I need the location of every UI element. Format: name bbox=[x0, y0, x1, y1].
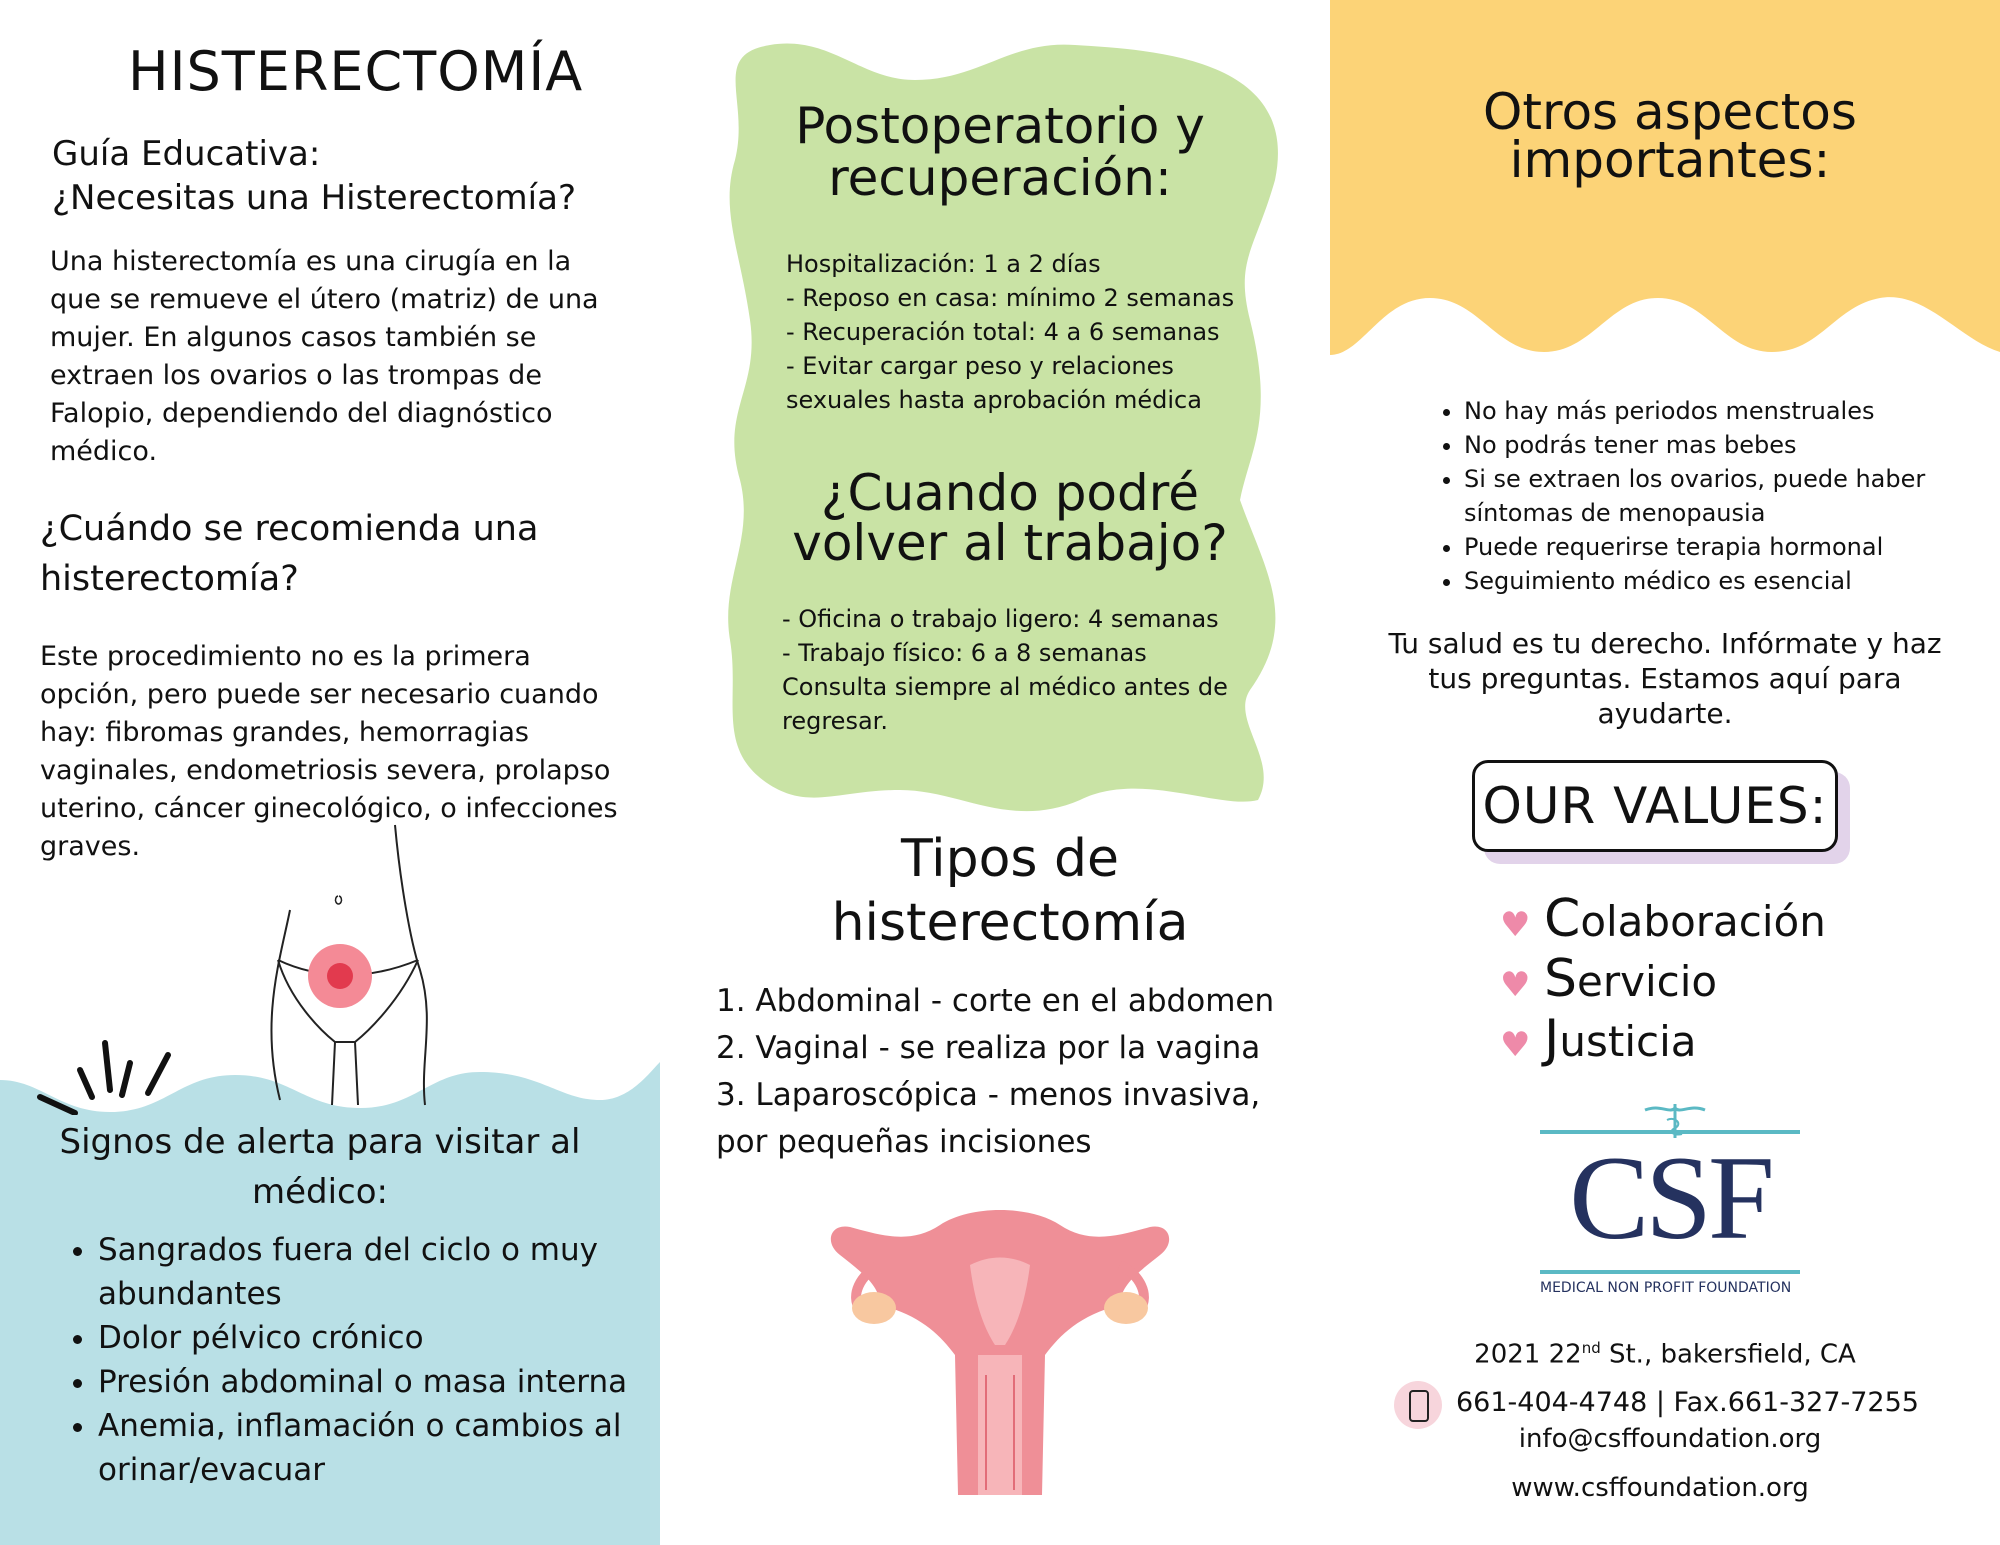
types-heading-line: Tipos de bbox=[900, 829, 1120, 889]
intro-line: extraen los ovarios o las trompas de bbox=[50, 360, 542, 391]
when-line: opción, pero puede ser necesario cuando bbox=[40, 679, 599, 710]
other-heading bbox=[1360, 83, 1980, 189]
values-title: OUR VALUES: bbox=[1482, 777, 1828, 835]
post-details bbox=[786, 247, 1256, 417]
alert-item: • Dolor pélvico crónico bbox=[98, 1316, 658, 1360]
when-line: uterino, cáncer ginecológico, o infecciones bbox=[40, 793, 618, 824]
intro-line: médico. bbox=[50, 436, 158, 467]
intro-line: Una histerectomía es una cirugía en la bbox=[50, 246, 572, 277]
value-item bbox=[1500, 949, 1860, 1012]
email-link[interactable]: info@csffoundation.org bbox=[1518, 1424, 1822, 1454]
post-line: Hospitalización: 1 a 2 días bbox=[786, 250, 1101, 278]
csf-logo bbox=[1540, 1100, 1800, 1300]
other-item: • Puede requerirse terapia hormonal bbox=[1464, 530, 1984, 564]
value-text: usticia bbox=[1559, 1017, 1697, 1066]
intro-line: Falopio, dependiendo del diagnóstico bbox=[50, 398, 553, 429]
other-item: • No hay más periodos menstruales bbox=[1464, 394, 1984, 428]
types-heading bbox=[760, 827, 1260, 955]
website-link[interactable]: www.csffoundation.org bbox=[1511, 1473, 1809, 1503]
other-heading-line: Otros aspectos bbox=[1483, 83, 1857, 141]
intro-line: mujer. En algunos casos también se bbox=[50, 322, 537, 353]
heart-icon: ♥ bbox=[1500, 965, 1531, 1005]
post-line: - Evitar cargar peso y relaciones bbox=[786, 352, 1174, 380]
work-heading-line: ¿Cuando podré bbox=[821, 464, 1199, 522]
alert-item: • Anemia, inflamación o cambios al orinar/evacuar bbox=[98, 1404, 658, 1492]
intro-line: que se remueve el útero (matriz) de una bbox=[50, 284, 599, 315]
when-line: graves. bbox=[40, 831, 141, 862]
post-line: - Reposo en casa: mínimo 2 semanas bbox=[786, 284, 1235, 312]
address-suffix: nd bbox=[1581, 1339, 1601, 1357]
guide-header bbox=[52, 132, 632, 220]
when-line: vaginales, endometriosis severa, prolapso bbox=[40, 755, 611, 786]
closing-line: ayudarte. bbox=[1597, 697, 1733, 730]
when-heading-line: ¿Cuándo se recomienda una bbox=[40, 509, 539, 549]
value-text: olaboración bbox=[1580, 897, 1826, 946]
page-title: HISTERECTOMÍA bbox=[128, 40, 584, 103]
guide-label: Guía Educativa: bbox=[52, 134, 321, 174]
work-details bbox=[782, 602, 1252, 738]
post-heading-line: recuperación: bbox=[828, 149, 1172, 207]
logo-subtitle: MEDICAL NON PROFIT FOUNDATION bbox=[1540, 1280, 1792, 1296]
when-line: Este procedimiento no es la primera bbox=[40, 641, 531, 672]
intro-paragraph bbox=[50, 243, 610, 471]
when-heading-line: histerectomía? bbox=[40, 559, 299, 599]
uterus-illustration bbox=[820, 1205, 1180, 1495]
work-line: Consulta siempre al médico antes de bbox=[782, 673, 1228, 701]
logo-text: CSF bbox=[1569, 1131, 1771, 1264]
value-text: ervicio bbox=[1577, 957, 1718, 1006]
alert-list bbox=[58, 1228, 658, 1492]
types-line: 3. Laparoscópica - menos invasiva, bbox=[716, 1077, 1261, 1113]
types-line: por pequeñas incisiones bbox=[716, 1124, 1092, 1160]
alert-item: • Presión abdominal o masa interna bbox=[98, 1360, 658, 1404]
value-initial: J bbox=[1544, 1009, 1560, 1069]
other-item: • Si se extraen los ovarios, puede haber síntomas de menopausia bbox=[1464, 462, 1984, 530]
phone-fax[interactable]: 661-404-4748 | Fax.661-327-7255 bbox=[1456, 1387, 1919, 1418]
alert-item: • Sangrados fuera del ciclo o muy abundantes bbox=[98, 1228, 658, 1316]
post-line: sexuales hasta aprobación médica bbox=[786, 386, 1202, 414]
post-heading-line: Postoperatorio y bbox=[795, 97, 1205, 155]
value-item bbox=[1500, 1009, 1860, 1072]
types-line: 2. Vaginal - se realiza por la vagina bbox=[716, 1030, 1261, 1066]
closing-line: Tu salud es tu derecho. Infórmate y haz bbox=[1388, 627, 1942, 660]
guide-question: ¿Necesitas una Histerectomía? bbox=[52, 178, 576, 218]
heart-icon: ♥ bbox=[1500, 905, 1531, 945]
when-heading bbox=[40, 504, 620, 604]
alert-heading bbox=[20, 1117, 620, 1217]
post-line: - Recuperación total: 4 a 6 semanas bbox=[786, 318, 1220, 346]
other-heading-line: importantes: bbox=[1509, 131, 1831, 189]
work-line: - Trabajo físico: 6 a 8 semanas bbox=[782, 639, 1147, 667]
values-list bbox=[1500, 889, 1860, 1072]
work-line: - Oficina o trabajo ligero: 4 semanas bbox=[782, 605, 1219, 633]
address-number: 2021 22 bbox=[1474, 1339, 1582, 1370]
alert-marks bbox=[30, 1035, 180, 1115]
alert-heading-line: Signos de alerta para visitar al bbox=[59, 1122, 581, 1162]
types-line: 1. Abdominal - corte en el abdomen bbox=[716, 983, 1275, 1019]
alert-heading-line: médico: bbox=[251, 1172, 389, 1212]
other-list bbox=[1424, 394, 1984, 598]
heart-icon: ♥ bbox=[1500, 1025, 1531, 1065]
types-heading-line: histerectomía bbox=[831, 893, 1189, 953]
address-street: St., bakersfield, CA bbox=[1600, 1339, 1856, 1370]
other-item: • No podrás tener mas bebes bbox=[1464, 428, 1984, 462]
work-heading bbox=[760, 464, 1260, 572]
value-initial: C bbox=[1544, 889, 1581, 949]
logo-bottom-rule bbox=[1540, 1270, 1800, 1274]
other-item: • Seguimiento médico es esencial bbox=[1464, 564, 1984, 598]
when-line: hay: fibromas grandes, hemorragias bbox=[40, 717, 529, 748]
address bbox=[1430, 1330, 1900, 1373]
value-initial: S bbox=[1544, 949, 1578, 1009]
pelvis-illustration bbox=[250, 820, 450, 1110]
value-item bbox=[1500, 889, 1860, 952]
post-heading bbox=[740, 97, 1260, 207]
work-heading-line: volver al trabajo? bbox=[792, 514, 1228, 572]
closing-line: tus preguntas. Estamos aquí para bbox=[1428, 662, 1902, 695]
values-box bbox=[1472, 760, 1838, 852]
closing-message bbox=[1360, 626, 1970, 731]
types-list bbox=[716, 978, 1316, 1166]
work-line: regresar. bbox=[782, 707, 888, 735]
